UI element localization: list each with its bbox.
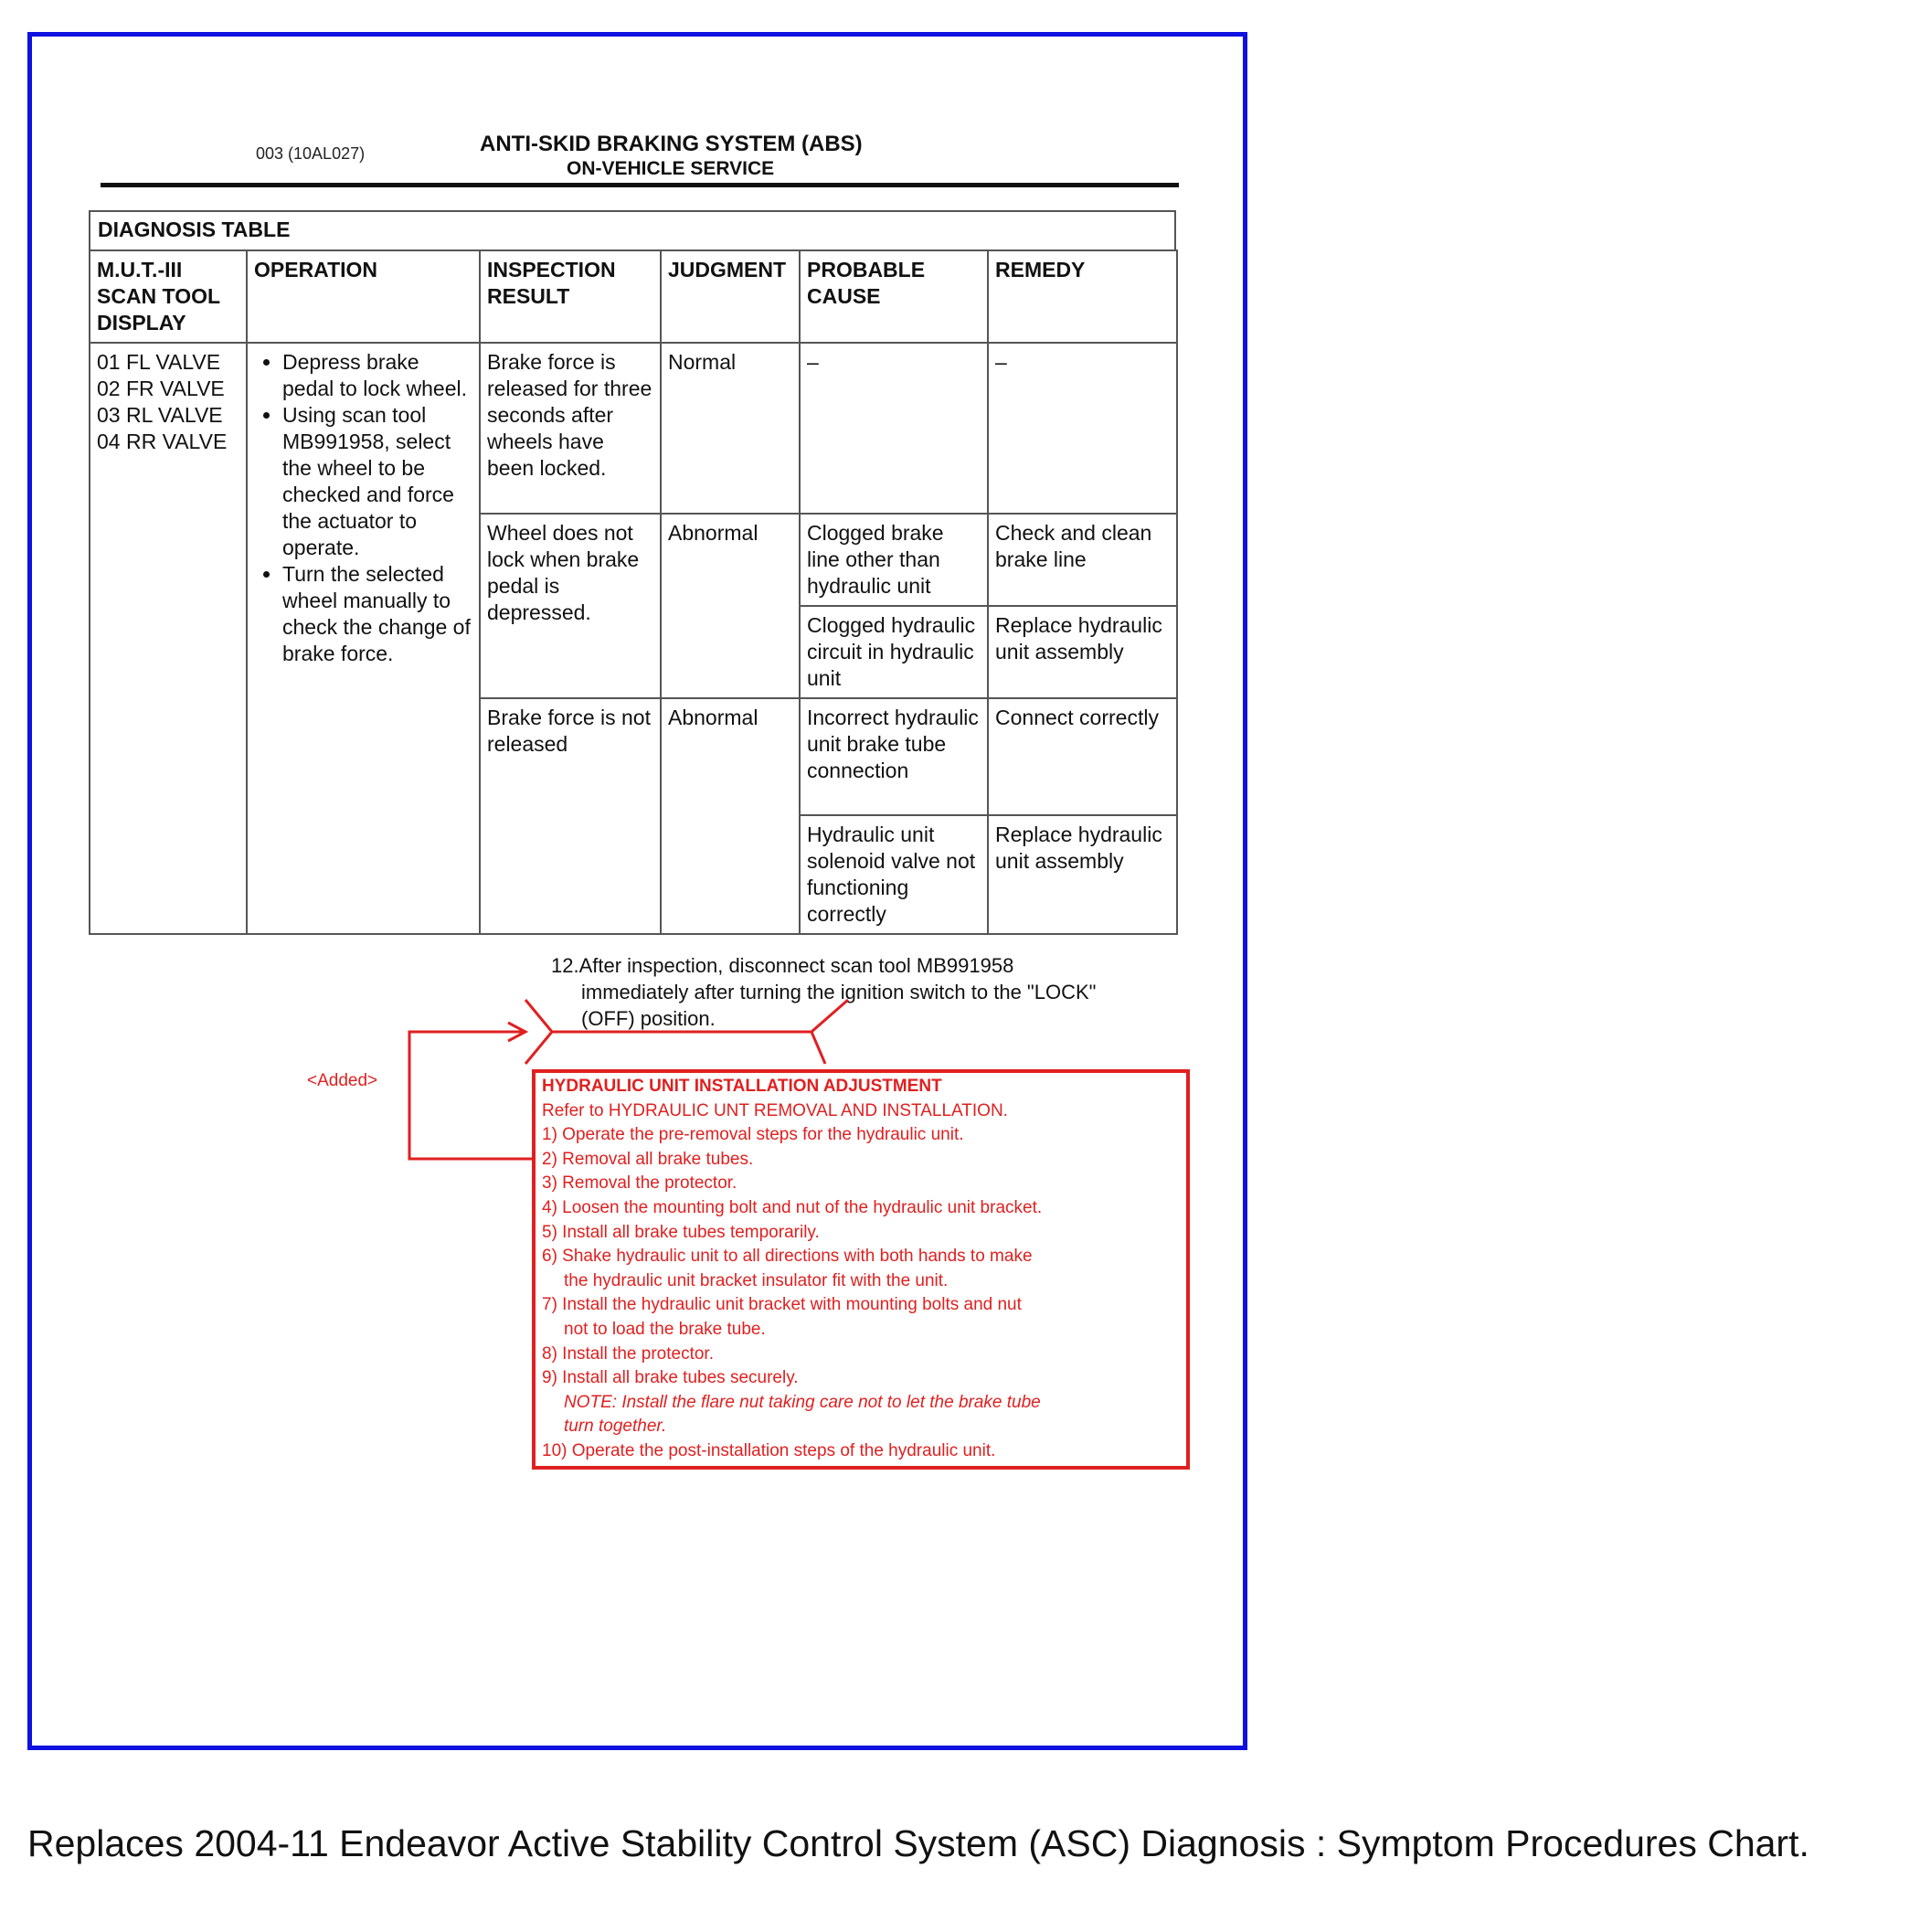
- table-caption: DIAGNOSIS TABLE: [89, 210, 1176, 250]
- procedure-step: 7) Install the hydraulic unit bracket with mounting bolts and nut: [542, 1295, 1022, 1315]
- procedure-reference: Refer to HYDRAULIC UNT REMOVAL AND INSTALLATION.: [542, 1100, 1008, 1120]
- step-12-line: immediately after turning the ignition switch to the "LOCK": [581, 981, 1097, 1003]
- procedure-step: 5) Install all brake tubes temporarily.: [542, 1222, 820, 1242]
- column-header: PROBABLE CAUSE: [800, 250, 988, 343]
- procedure-step: 3) Removal the protector.: [542, 1173, 737, 1194]
- display-item: 03 RL VALVE: [97, 403, 223, 427]
- image-caption: Replaces 2004-11 Endeavor Active Stability Control System (ASC) Diagnosis : Symptom Procedures Chart.: [27, 1822, 1809, 1864]
- judgment: Abnormal: [661, 698, 800, 934]
- inspection-result: Wheel does not lock when brake pedal is depressed.: [480, 514, 661, 698]
- remedy: –: [988, 343, 1177, 514]
- operation-step: • Using scan tool MB991958, select the wheel to be checked and force the actuator to operate.: [282, 402, 472, 561]
- bracket-line: [525, 1000, 848, 1032]
- remedy: Replace hydraulic unit assembly: [988, 815, 1177, 934]
- procedure-step: 1) Operate the pre-removal steps for the hydraulic unit.: [542, 1125, 964, 1145]
- added-label: <Added>: [307, 1071, 378, 1090]
- procedure-step: 10) Operate the post-installation steps of the hydraulic unit.: [542, 1440, 996, 1460]
- procedure-step: 8) Install the protector.: [542, 1343, 714, 1364]
- doc-code: 003 (10AL027): [256, 144, 366, 163]
- added-procedure-box: [532, 1069, 1190, 1470]
- column-header: OPERATION: [247, 250, 480, 343]
- display-item: 01 FL VALVE: [97, 350, 221, 374]
- column-header: REMEDY: [988, 250, 1177, 343]
- probable-cause: Incorrect hydraulic unit brake tube connection: [800, 698, 988, 815]
- column-header: JUDGMENT: [661, 250, 800, 343]
- procedure-step: 2) Removal all brake tubes.: [542, 1149, 754, 1169]
- section-title: ANTI-SKID BRAKING SYSTEM (ABS): [480, 132, 863, 156]
- section-subtitle: ON-VEHICLE SERVICE: [567, 158, 775, 179]
- step-12-line: (OFF) position.: [581, 1007, 716, 1030]
- step-12-line: 12.After inspection, disconnect scan tool MB991958: [551, 954, 1014, 977]
- probable-cause: –: [800, 343, 988, 514]
- bracket-line: [811, 1032, 825, 1064]
- procedure-step: 6) Shake hydraulic unit to all directions with both hands to make: [542, 1247, 1033, 1267]
- column-header: M.U.T.-III SCAN TOOL DISPLAY: [90, 250, 247, 343]
- inspection-result: Brake force is not released: [480, 698, 661, 934]
- bracket-line: [525, 1032, 552, 1064]
- procedure-note: NOTE: Install the flare nut taking care not to let the brake tube: [564, 1392, 1041, 1412]
- display-item: 02 FR VALVE: [97, 377, 225, 400]
- probable-cause: Clogged brake line other than hydraulic unit: [800, 514, 988, 606]
- inspection-result: Brake force is released for three seconds after wheels have been locked.: [480, 343, 661, 514]
- arrow-line: [409, 1032, 532, 1159]
- display-item: 04 RR VALVE: [97, 430, 228, 453]
- procedure-note: turn together.: [564, 1417, 667, 1437]
- probable-cause: Hydraulic unit solenoid valve not functioning correctly: [800, 815, 988, 934]
- operation-step: • Depress brake pedal to lock wheel.: [282, 349, 472, 402]
- procedure-step-continued: not to load the brake tube.: [564, 1319, 766, 1339]
- judgment: Normal: [661, 343, 800, 514]
- judgment: Abnormal: [661, 514, 800, 698]
- remedy: Check and clean brake line: [988, 514, 1177, 606]
- procedure-heading: HYDRAULIC UNIT INSTALLATION ADJUSTMENT: [542, 1077, 942, 1096]
- procedure-step: 4) Loosen the mounting bolt and nut of the hydraulic unit bracket.: [542, 1197, 1043, 1217]
- procedure-step-continued: the hydraulic unit bracket insulator fit with the unit.: [564, 1270, 949, 1290]
- operation-step: • Turn the selected wheel manually to check the change of brake force.: [282, 561, 472, 667]
- procedure-step: 9) Install all brake tubes securely.: [542, 1368, 799, 1388]
- column-header: INSPECTION RESULT: [480, 250, 661, 343]
- remedy: Connect correctly: [988, 698, 1177, 815]
- probable-cause: Clogged hydraulic circuit in hydraulic unit: [800, 606, 988, 698]
- remedy: Replace hydraulic unit assembly: [988, 606, 1177, 698]
